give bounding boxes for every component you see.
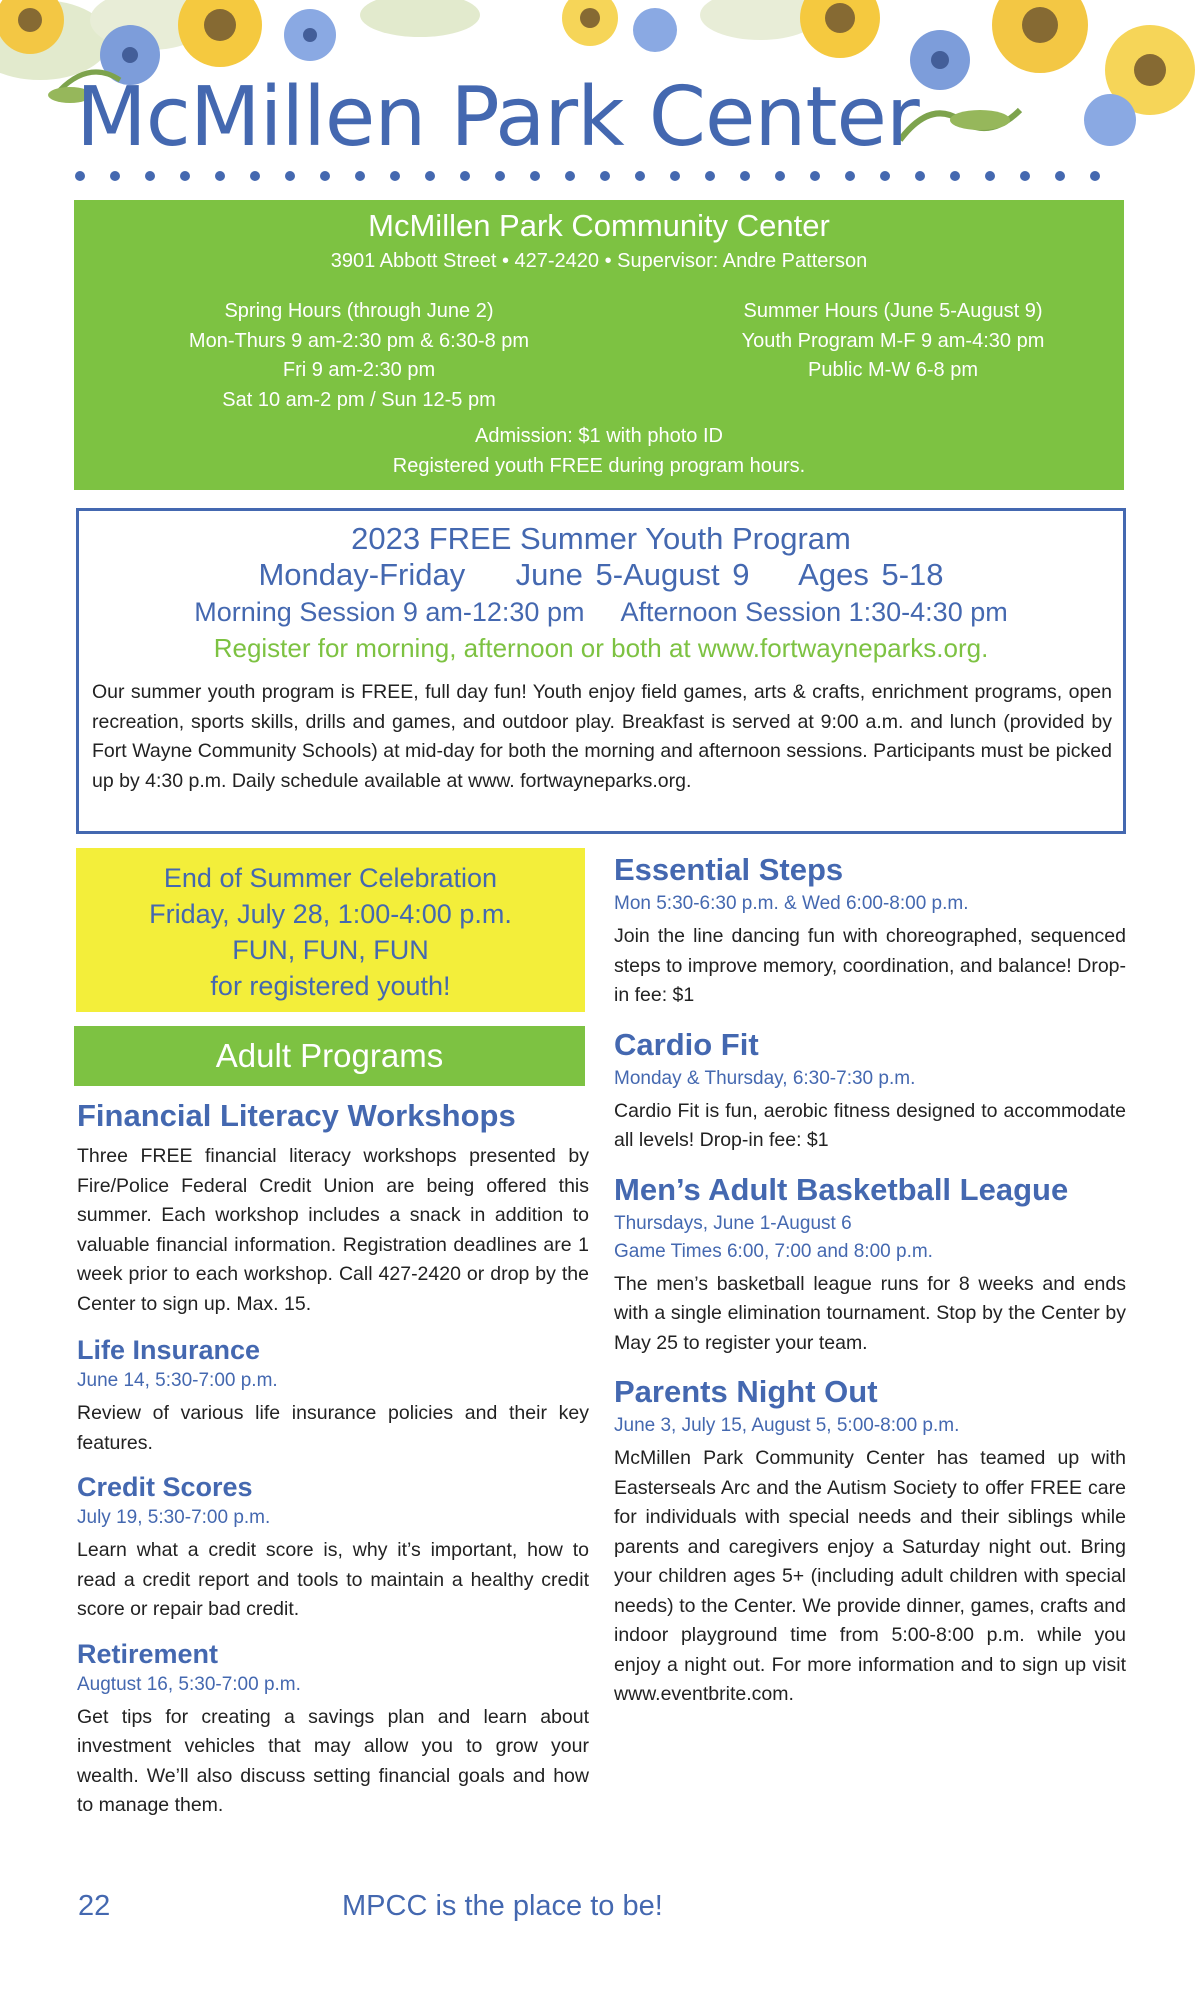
workshop-schedule: Augtust 16, 5:30-7:00 p.m. — [77, 1673, 301, 1695]
right-column — [614, 850, 1126, 1710]
program-item — [614, 1025, 1126, 1156]
workshop-schedule: June 14, 5:30-7:00 p.m. — [77, 1370, 278, 1391]
program-schedule: Mon 5:30-6:30 p.m. & Wed 6:00-8:00 p.m. — [614, 893, 969, 914]
summer-hours — [663, 297, 1123, 386]
summer-hours-line: Youth Program M-F 9 am-4:30 pm — [741, 329, 1045, 352]
workshop-schedule: July 19, 5:30-7:00 p.m. — [77, 1507, 271, 1528]
youth-program-sessions: Morning Session 9 am-12:30 pm Afternoon Session 1:30-4:30 pm — [194, 597, 1008, 627]
page-number: 22 — [78, 1890, 111, 1922]
celebration-box — [76, 848, 585, 1012]
program-schedule: Game Times 6:00, 7:00 and 8:00 p.m. — [614, 1240, 933, 1262]
footer-tagline: MPCC is the place to be! — [342, 1890, 663, 1922]
celebration-line: FUN, FUN, FUN — [232, 935, 429, 965]
financial-literacy-title: Financial Literacy Workshops — [77, 1098, 516, 1133]
spring-hours — [129, 297, 589, 415]
program-item — [614, 1372, 1126, 1710]
youth-program-dates: Monday-Friday June 5-August 9 Ages 5-18 — [258, 557, 944, 592]
program-title: Parents Night Out — [614, 1374, 878, 1409]
celebration-line: End of Summer Celebration — [163, 863, 498, 893]
youth-program-description: Our summer youth program is FREE, full day fun! Youth enjoy field games, arts & crafts, enrichment programs, open recreation, sports skills, drills and games, and outdoor play. Breakfast is served at 9:00 a.m. and lunch (provided by Fort Wayne Community Schools) at mid-day for both the morning and afternoon sessions. Participants must be picked up by 4:30 p.m. Daily schedule available at www. fortwayneparks.org. — [92, 681, 1112, 792]
program-body: McMillen Park Community Center has teamed up with Easterseals Arc and the Autism Society to offer FREE care for individuals with special needs and their siblings while parents and caregivers enjoy a Saturday night out. Bring your children ages 5+ (including adult children with special needs) to the Center. We provide dinner, games, crafts and indoor playground time from 5:00-8:00 p.m. while you enjoy a night out. For more information and to sign up visit www.eventbrite.com. — [614, 1447, 1126, 1705]
center-name: McMillen Park Community Center — [368, 208, 830, 243]
workshop-item — [77, 1333, 589, 1458]
page-title: McMillen Park Center — [76, 70, 919, 165]
celebration-line: Friday, July 28, 1:00-4:00 p.m. — [149, 899, 512, 929]
program-item — [614, 850, 1126, 1011]
workshop-title: Life Insurance — [77, 1335, 261, 1365]
program-title: Essential Steps — [614, 852, 844, 887]
spring-hours-line: Mon-Thurs 9 am-2:30 pm & 6:30-8 pm — [188, 329, 530, 352]
program-body: Join the line dancing fun with choreographed, sequenced steps to improve memory, coordination, and balance! Drop-in fee: $1 — [614, 925, 1126, 1006]
celebration-line: for registered youth! — [210, 971, 451, 1001]
admission-line: Admission: $1 with photo ID — [475, 425, 723, 447]
left-column — [77, 1096, 589, 1821]
spring-hours-line: Sat 10 am-2 pm / Sun 12-5 pm — [222, 388, 496, 411]
program-title: Cardio Fit — [614, 1026, 759, 1062]
spring-hours-line: Spring Hours (through June 2) — [224, 300, 494, 322]
program-body: The men’s basketball league runs for 8 weeks and ends with a single elimination tournament. Stop by the Center by May 25 to register your team. — [614, 1272, 1126, 1354]
youth-program-register-link[interactable]: Register for morning, afternoon or both at www.fortwayneparks.org. — [213, 633, 989, 663]
workshop-item — [77, 1470, 589, 1625]
workshop-title: Credit Scores — [77, 1472, 253, 1502]
adult-programs-heading: Adult Programs — [74, 1026, 585, 1086]
program-schedule: Thursdays, June 1-August 6 — [614, 1212, 852, 1234]
program-schedule: Monday & Thursday, 6:30-7:30 p.m. — [614, 1067, 916, 1089]
program-title: Men’s Adult Basketball League — [614, 1171, 1069, 1207]
financial-literacy-body: Three FREE financial literacy workshops presented by Fire/Police Federal Credit Union are being offered this summer. Each workshop includes a snack in addition to valuable financial information. Registration deadlines are 1 week prior to each workshop. Call 427-2420 or drop by the Center to sign up. Max. 15. — [77, 1145, 589, 1315]
program-schedule: June 3, July 15, August 5, 5:00-8:00 p.m. — [614, 1415, 960, 1436]
workshop-body: Get tips for creating a savings plan and learn about investment vehicles that may allow you to grow your wealth. We’ll also discuss setting financial goals and how to manage them. — [77, 1705, 589, 1816]
workshop-title: Retirement — [77, 1638, 219, 1669]
workshop-item — [77, 1637, 589, 1821]
summer-hours-line: Summer Hours (June 5-August 9) — [743, 300, 1043, 322]
program-item — [614, 1170, 1126, 1359]
workshop-body: Learn what a credit score is, why it’s important, how to read a credit report and tools to maintain a healthy credit score or repair bad credit. — [77, 1539, 589, 1620]
workshop-body: Review of various life insurance policies and their key features. — [77, 1402, 589, 1454]
spring-hours-line: Fri 9 am-2:30 pm — [282, 359, 436, 381]
program-body: Cardio Fit is fun, aerobic fitness designed to accommodate all levels! Drop-in fee: $1 — [614, 1099, 1126, 1151]
summer-hours-line: Public M-W 6-8 pm — [807, 359, 979, 381]
admission-info — [74, 422, 1124, 481]
youth-program-box — [76, 508, 1126, 834]
youth-program-title: 2023 FREE Summer Youth Program — [351, 521, 851, 556]
dotted-divider — [72, 168, 1132, 184]
admission-line: Registered youth FREE during program hours. — [392, 454, 806, 477]
center-address-line: 3901 Abbott Street • 427-2420 • Supervisor: Andre Patterson — [330, 250, 868, 272]
center-info-box — [74, 200, 1124, 490]
